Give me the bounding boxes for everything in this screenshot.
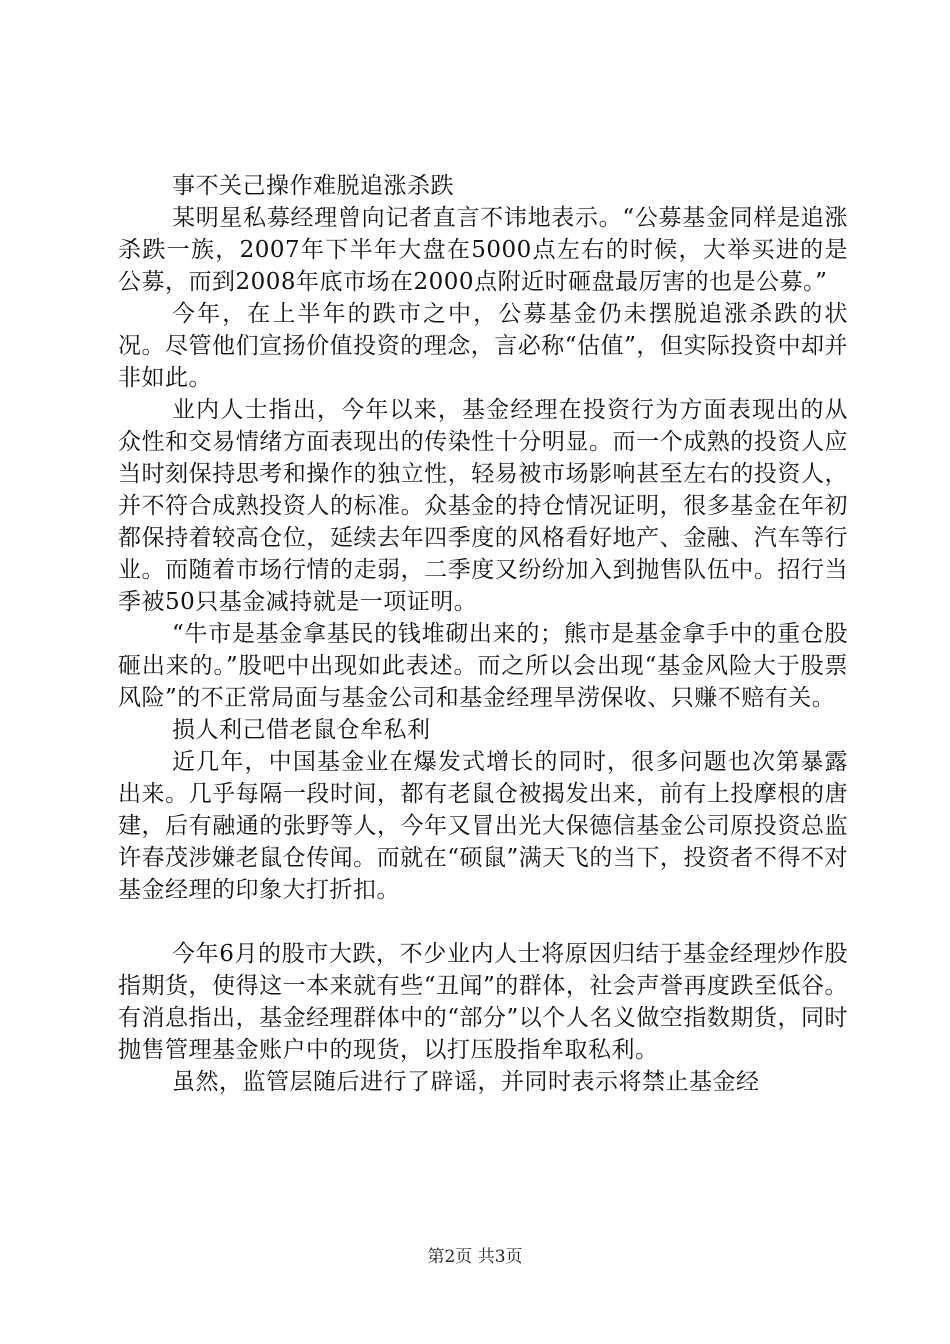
page-footer: 第2页 共3页 bbox=[427, 1247, 523, 1267]
body-paragraph: 某明星私募经理曾向记者直言不讳地表示。“公募基金同样是追涨杀跌一族，2007年下半年大盘在5000点左右的时候，大举买进的是公募，而到2008年底市场在2000点附近时砸盘最厉害的也是公募。” bbox=[118, 205, 848, 295]
body-paragraph: “牛市是基金拿基民的钱堆砌出来的；熊市是基金拿手中的重仓股砸出来的。”股吧中出现如此表述。而之所以会出现“基金风险大于股票风险”的不正常局面与基金公司和基金经理旱涝保收、只赚不赔有关。 bbox=[118, 621, 848, 711]
document-body bbox=[118, 170, 848, 1098]
section-heading: 损人利己借老鼠仓牟私利 bbox=[172, 717, 431, 743]
body-paragraph: 今年6月的股市大跌，不少业内人士将原因归结于基金经理炒作股指期货，使得这一本来就有些“丑闻”的群体，社会声誉再度跌至低谷。有消息指出，基金经理群体中的“部分”以个人名义做空指数期货，同时抛售管理基金账户中的现货，以打压股指牟取私利。 bbox=[118, 941, 848, 1063]
body-paragraph: 业内人士指出，今年以来，基金经理在投资行为方面表现出的从众性和交易情绪方面表现出的传染性十分明显。而一个成熟的投资人应当时刻保持思考和操作的独立性，轻易被市场影响甚至左右的投资人，并不符合成熟投资人的标准。众基金的持仓情况证明，很多基金在年初都保持着较高仓位，延续去年四季度的风格看好地产、金融、汽车等行业。而随着市场行情的走弱，二季度又纷纷加入到抛售队伍中。招行当季被50只基金减持就是一项证明。 bbox=[118, 397, 848, 615]
section-heading: 事不关己操作难脱追涨杀跌 bbox=[172, 173, 454, 199]
body-paragraph: 近几年，中国基金业在爆发式增长的同时，很多问题也次第暴露出来。几乎每隔一段时间，都有老鼠仓被揭发出来，前有上投摩根的唐建，后有融通的张野等人，今年又冒出光大保德信基金公司原投资总监许春茂涉嫌老鼠仓传闻。而就在“硕鼠”满天飞的当下，投资者不得不对基金经理的印象大打折扣。 bbox=[118, 749, 848, 903]
body-paragraph: 今年，在上半年的跌市之中，公募基金仍未摆脱追涨杀跌的状况。尽管他们宣扬价值投资的理念，言必称“估值”，但实际投资中却并非如此。 bbox=[118, 301, 848, 391]
body-paragraph: 虽然，监管层随后进行了辟谣，并同时表示将禁止基金经 bbox=[172, 1069, 760, 1095]
